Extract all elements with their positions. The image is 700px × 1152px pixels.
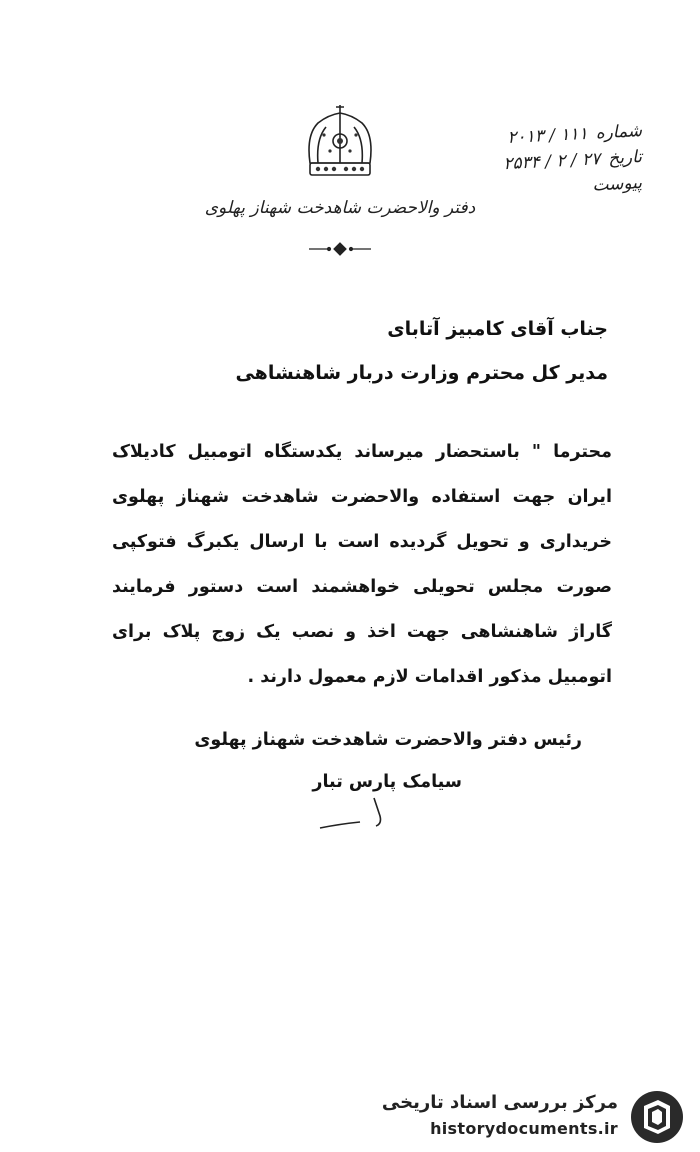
signatory-title: رئیس دفتر والاحضرت شاهدخت شهناز پهلوی (194, 730, 582, 750)
reference-block (452, 118, 642, 196)
reference-attachment-label: پیوست (591, 173, 643, 196)
divider-ornament-icon (305, 240, 375, 258)
reference-date-label: تاریخ (607, 147, 643, 169)
addressee-title: مدیر کل محترم وزارت دربار شاهنشاهی (235, 362, 608, 384)
letter-body: محترما " باستحضار میرساند یکدستگاه اتومبیل کادیلاک ایران جهت استفاده والاحضرت شاهدخت شهناز پهلوی خریداری و تحویل گردیده است با ارسال یکبرگ فتوکپی صورت مجلس تحویلی خواهشمند است دستور فرمایند گاراژ شاهنشاهی جهت اخذ و نصب یک زوج پلاک برای اتومبیل مذکور اقدامات لازم معمول دارند . (112, 442, 612, 687)
reference-number-value: ۱۱۱ / ۲۰۱۳ (506, 123, 589, 149)
signatory-name: سیامک پارس تبار (312, 772, 462, 792)
reference-number-label: شماره (595, 121, 643, 144)
addressee-name: جناب آقای کامبیز آتابای (387, 318, 608, 340)
reference-date-value: ۲۷ / ۲ / ۲۵۳۴ (502, 149, 601, 175)
pahlavi-crown-icon (296, 105, 384, 185)
watermark-url: historydocuments.ir (430, 1119, 618, 1138)
watermark-title: مرکز بررسی اسناد تاریخی (381, 1092, 618, 1113)
office-name: دفتر والاحضرت شاهدخت شهناز پهلوی (204, 198, 476, 218)
archive-logo-icon (628, 1088, 686, 1146)
handwritten-signature (300, 794, 410, 834)
